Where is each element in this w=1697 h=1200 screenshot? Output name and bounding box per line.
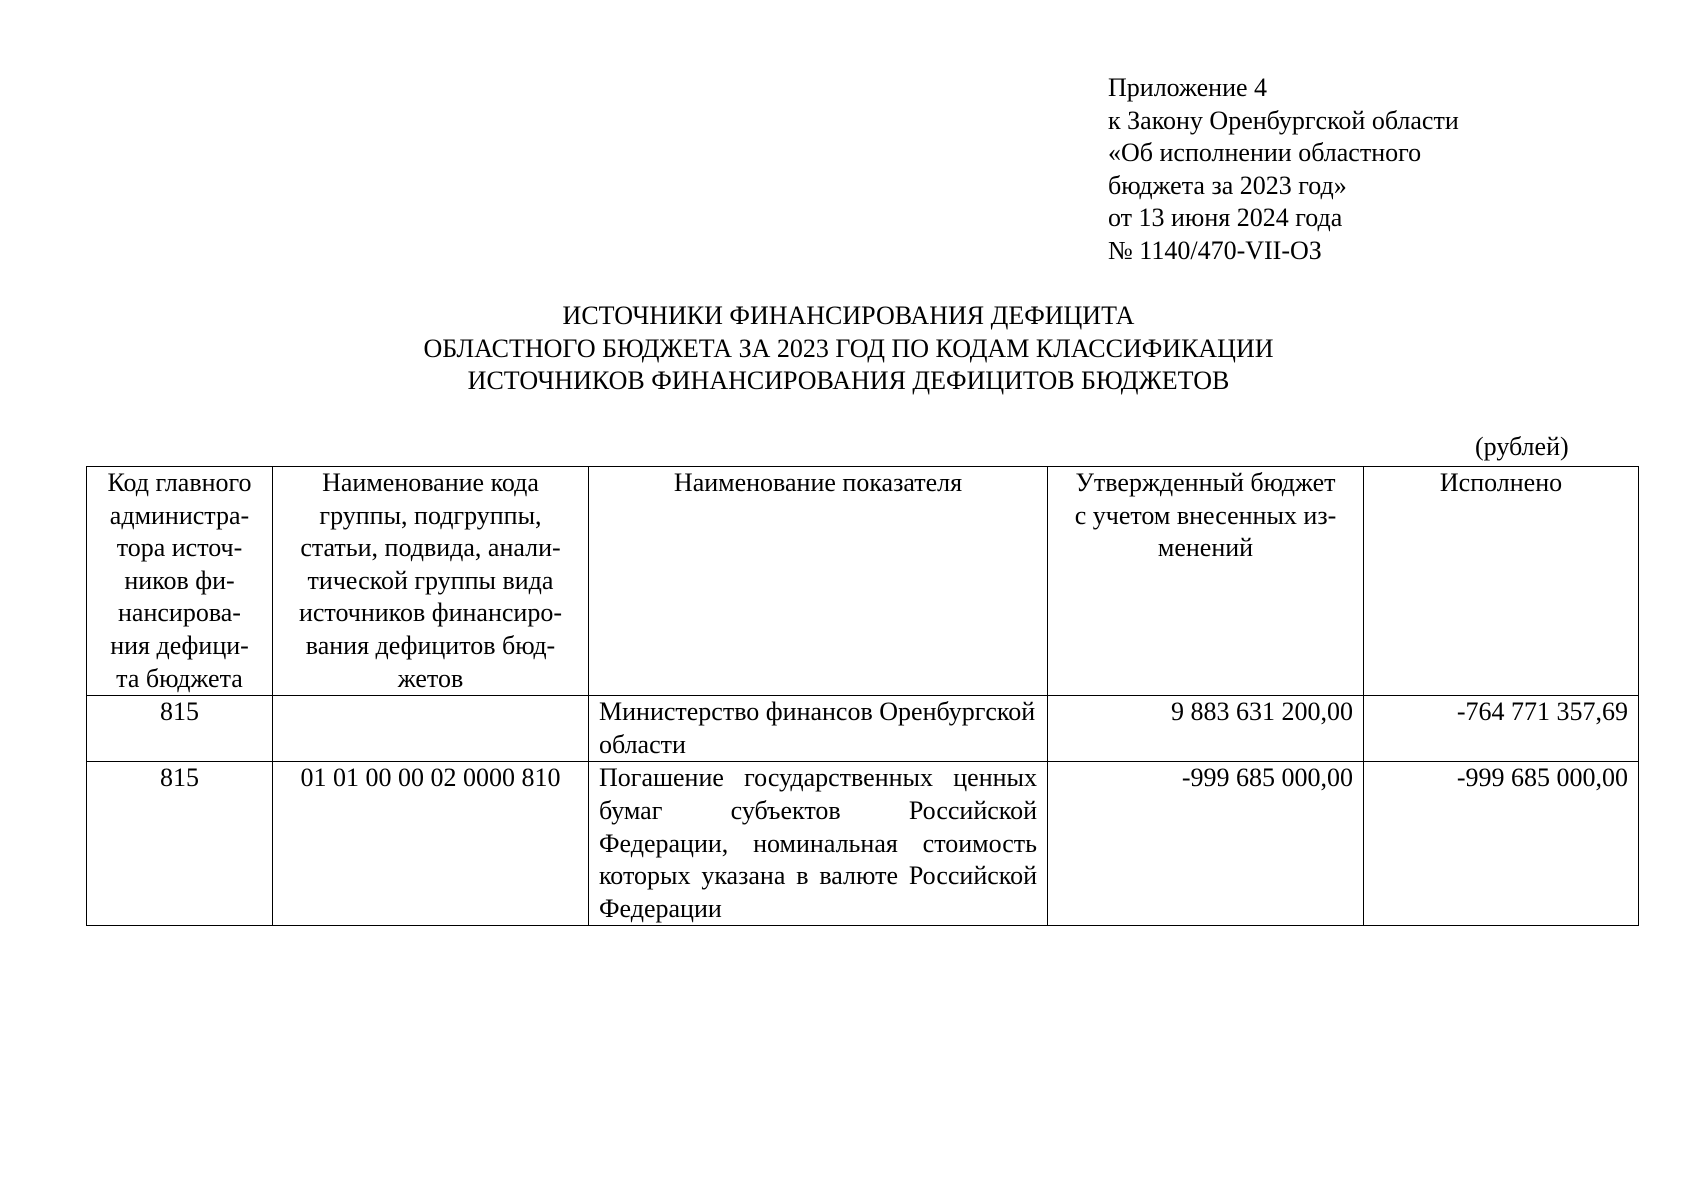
cell-group-code <box>273 696 589 762</box>
title-line: ОБЛАСТНОГО БЮДЖЕТА ЗА 2023 ГОД ПО КОДАМ КЛАССИФИКАЦИИ <box>423 333 1274 363</box>
header-line: Наименование кода <box>322 468 539 497</box>
table-header-row <box>87 467 1639 696</box>
header-group-code <box>273 467 589 696</box>
header-line: с учетом внесенных из- <box>1074 500 1337 530</box>
header-line: статьи, подвида, анали- <box>300 533 561 563</box>
appendix-block <box>1108 72 1459 268</box>
header-line: та бюджета <box>116 663 243 693</box>
cell-approved: 9 883 631 200,00 <box>1048 696 1364 762</box>
header-approved <box>1048 467 1364 696</box>
appendix-line: «Об исполнении областного <box>1108 138 1422 168</box>
header-line: Код главного <box>107 468 252 497</box>
appendix-line: № 1140/470-VII-ОЗ <box>1108 235 1322 265</box>
cell-approved: -999 685 000,00 <box>1048 762 1364 926</box>
header-line: вания дефицитов бюд- <box>305 630 556 660</box>
header-line: ния дефици- <box>110 630 249 660</box>
header-line: Наименование показателя <box>673 468 963 497</box>
table-row <box>87 696 1639 762</box>
header-line: администра- <box>109 500 250 530</box>
header-line: жетов <box>397 663 464 693</box>
appendix-line: Приложение 4 <box>1108 73 1268 102</box>
header-line: тора источ- <box>116 533 243 563</box>
cell-executed: -764 771 357,69 <box>1364 696 1639 762</box>
appendix-line: бюджета за 2023 год» <box>1108 170 1347 200</box>
header-line: Исполнено <box>1439 468 1563 497</box>
header-admin-code <box>87 467 273 696</box>
header-line: группы, подгруппы, <box>319 500 542 530</box>
appendix-line: к Закону Оренбургской области <box>1108 105 1459 135</box>
header-line: тической группы вида <box>307 565 554 595</box>
financing-sources-table <box>86 466 1639 926</box>
header-line: Утвержденный бюджет <box>1075 468 1336 497</box>
header-indicator <box>589 467 1048 696</box>
cell-executed: -999 685 000,00 <box>1364 762 1639 926</box>
header-executed <box>1364 467 1639 696</box>
title-line: ИСТОЧНИКИ ФИНАНСИРОВАНИЯ ДЕФИЦИТА <box>562 301 1135 330</box>
cell-group-code: 01 01 00 00 02 0000 810 <box>273 762 589 926</box>
appendix-line: от 13 июня 2024 года <box>1108 203 1343 233</box>
cell-indicator: Министерство финансов Оренбургской области <box>589 696 1048 762</box>
cell-admin-code: 815 <box>87 762 273 926</box>
header-line: источников финансиро- <box>298 598 563 628</box>
cell-admin-code: 815 <box>87 696 273 762</box>
header-line: ников фи- <box>124 565 235 595</box>
header-line: менений <box>1157 533 1254 563</box>
header-line: нансирова- <box>118 598 241 628</box>
document-title <box>0 300 1697 398</box>
title-line: ИСТОЧНИКОВ ФИНАНСИРОВАНИЯ ДЕФИЦИТОВ БЮДЖЕТОВ <box>467 366 1230 396</box>
cell-indicator: Погашение государственных ценных бумаг субъектов Российской Федерации, номинальная стоимость которых указана в валюте Российской Федерации <box>589 762 1048 926</box>
units-label: (рублей) <box>1475 432 1569 461</box>
table-row <box>87 762 1639 926</box>
